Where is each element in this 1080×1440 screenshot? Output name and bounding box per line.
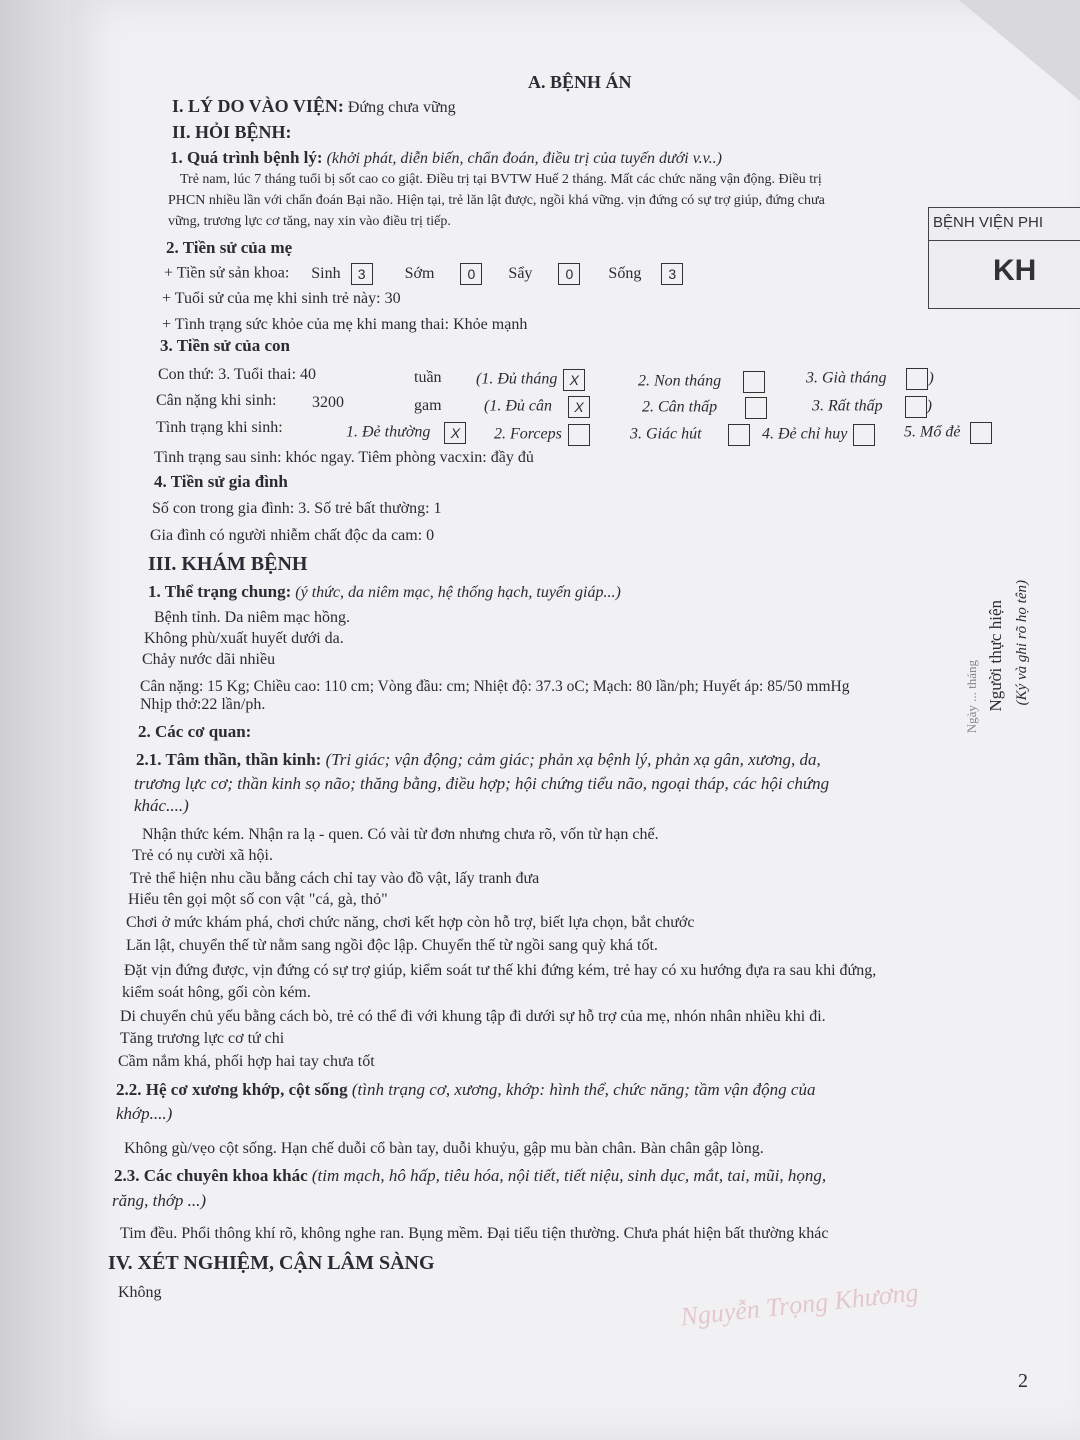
mother-history-title: 2. Tiền sử của mẹ [166, 238, 293, 257]
neuro-line-7: Đặt vịn đứng được, vịn đứng có sự trợ giúp, kiểm soát tư thế khi đứng kém, trẻ hay có xu hướng đựa ra sau khi đứng, [124, 962, 877, 979]
obstetric-label: + Tiền sử sản khoa: [164, 264, 290, 282]
musculoskeletal-hint-1: (tình trạng cơ, xương, khớp: hình thể, chức năng; tầm vận động của [351, 1080, 816, 1099]
disease-course-heading [170, 148, 722, 168]
respiration-line: Nhịp thở:22 lần/ph. [140, 696, 266, 713]
delivery-normal-box: X [444, 422, 466, 444]
gestation-post-term [806, 368, 934, 390]
general-status-hint: (ý thức, da niêm mạc, hệ thống hạch, tuyến giáp...) [295, 584, 621, 601]
stamp-divider [929, 240, 1080, 241]
weight-very-low-label: 3. Rất thấp [812, 397, 883, 415]
gestation-full-term [476, 369, 585, 391]
miscarriage-label: Sẩy [508, 264, 533, 282]
delivery-vacuum-box [728, 424, 750, 446]
miscarriage-box: 0 [558, 263, 580, 285]
other-specialties-heading [114, 1166, 826, 1186]
weight-normal [484, 396, 590, 418]
musculoskeletal-label: 2.2. Hệ cơ xương khớp, cột sống [116, 1080, 348, 1099]
births-box: 3 [351, 263, 373, 285]
date-label: Ngày ... tháng [964, 660, 979, 734]
weight-very-low-box [905, 396, 927, 418]
neuro-hint-3: khác....) [134, 796, 189, 815]
weight-normal-label: (1. Đủ cân [484, 397, 552, 415]
delivery-forceps-box [568, 424, 590, 446]
stamp-line-2: KH [993, 254, 1037, 287]
general-status-line-2: Không phù/xuất huyết dưới da. [144, 630, 344, 647]
neuro-line-4: Hiểu tên gọi một số con vật "cá, gà, thỏ" [128, 891, 388, 908]
births-label: Sinh [311, 264, 341, 282]
delivery-induced-box [853, 424, 875, 446]
weeks-label: tuần [414, 369, 442, 386]
living-label: Sống [608, 264, 642, 282]
delivery-status-label: Tình trạng khi sinh: [156, 419, 283, 436]
neuro-line-10: Tăng trương lực cơ tứ chi [120, 1030, 285, 1047]
living-box: 3 [661, 263, 683, 285]
organs-title: 2. Các cơ quan: [138, 722, 252, 741]
neuro-line-11: Cầm nắm khá, phối hợp hai tay chưa tốt [118, 1053, 375, 1070]
gestation-post-term-label: 3. Già tháng [806, 369, 887, 387]
neuro-hint-1: (Tri giác; vận động; cảm giác; phản xạ bệnh lý, phản xạ gân, xương, da, [325, 750, 821, 769]
preterm-box: 0 [460, 263, 482, 285]
performer-sign-hint: (Ký và ghi rõ họ tên) [1014, 580, 1030, 706]
neuro-line-5: Chơi ở mức khám phá, chơi chức năng, chơi kết hợp còn hỗ trợ, biết lựa chọn, bắt chước [126, 914, 695, 931]
other-specialties-hint-1: (tim mạch, hô hấp, tiêu hóa, nội tiết, tiết niệu, sinh dục, mắt, tai, mũi, họng, [311, 1166, 827, 1185]
paren-close: ) [928, 369, 934, 387]
disease-course-line-1: Trẻ nam, lúc 7 tháng tuổi bị sốt cao co giật. Điều trị tại BVTW Huế 2 tháng. Mất các chức năng vận động. Điều trị [180, 172, 822, 187]
gestation-full-term-box: X [563, 369, 585, 391]
child-history-title: 3. Tiền sử của con [160, 336, 291, 355]
delivery-cesarean-box [970, 422, 992, 444]
examination-title: III. KHÁM BỆNH [148, 553, 308, 575]
general-status-line-3: Chảy nước dãi nhiều [142, 651, 276, 668]
weight-very-low [812, 396, 932, 418]
delivery-cesarean-label: 5. Mổ đẻ [904, 423, 961, 441]
neuro-line-8: kiểm soát hông, gối còn kém. [122, 984, 311, 1001]
musculoskeletal-heading [116, 1080, 815, 1100]
paren-close-2: ) [926, 397, 932, 415]
weight-low [642, 397, 767, 419]
neuro-line-1: Nhận thức kém. Nhận ra lạ - quen. Có vài từ đơn nhưng chưa rõ, vốn từ hạn chế. [142, 826, 659, 843]
family-history-line-2: Gia đình có người nhiễm chất độc da cam: 0 [150, 527, 435, 544]
disease-course-hint: (khởi phát, diễn biến, chẩn đoán, điều trị của tuyến dưới v.v..) [326, 150, 722, 167]
reason-label: I. LÝ DO VÀO VIỆN: [172, 96, 344, 116]
signature: Nguyễn Trọng Khương [679, 1277, 920, 1332]
disease-course-line-3: vững, trương lực cơ tăng, nay xin vào điều trị tiếp. [168, 214, 451, 229]
delivery-cesarean [904, 422, 992, 444]
neuro-hint-2: trương lực cơ; thần kinh sọ não; thăng bằng, điều hợp; hội chứng tiểu não, ngoại tháp, các hội chứng [134, 774, 830, 793]
lab-tests-title: IV. XÉT NGHIỆM, CẬN LÂM SÀNG [108, 1252, 435, 1274]
hospital-stamp-box [928, 207, 1080, 309]
disease-course-label: 1. Quá trình bệnh lý: [170, 148, 323, 167]
weight-low-label: 2. Cân thấp [642, 398, 718, 416]
general-status-heading [148, 582, 621, 602]
mother-age: + Tuổi sử của mẹ khi sinh trẻ này: 30 [162, 290, 401, 307]
general-status-line-1: Bệnh tỉnh. Da niêm mạc hồng. [154, 609, 350, 626]
musculoskeletal-line-1: Không gù/vẹo cột sống. Hạn chế duỗi cổ bàn tay, duỗi khuỷu, gập mu bàn chân. Bàn chân gập lòng. [124, 1140, 764, 1157]
gestation-preterm-box [743, 371, 765, 393]
document-title: A. BỆNH ÁN [528, 72, 632, 92]
page-number: 2 [1018, 1370, 1028, 1392]
general-status-label: 1. Thể trạng chung: [148, 582, 292, 601]
neuro-line-3: Trẻ thể hiện nhu cầu bằng cách chỉ tay vào đồ vật, lấy tranh đưa [130, 870, 540, 887]
delivery-vacuum [630, 424, 750, 446]
birth-weight-label: Cân nặng khi sinh: [156, 392, 277, 409]
lab-tests-value: Không [118, 1284, 162, 1301]
preterm-label: Sớm [404, 264, 435, 282]
gestation-preterm [638, 371, 765, 393]
obstetric-history [164, 263, 683, 285]
delivery-induced [762, 424, 875, 446]
delivery-normal-label: 1. Đẻ thường [346, 423, 431, 441]
delivery-induced-label: 4. Đẻ chỉ huy [762, 425, 848, 443]
gestation-post-term-box [906, 368, 928, 390]
reason-value: Đứng chưa vững [347, 99, 456, 116]
neuro-line-9: Di chuyển chủ yếu bằng cách bò, trẻ có thể đi với khung tập đi dưới sự hỗ trợ của mẹ, nhón nhân nhiều khi đi. [120, 1008, 826, 1025]
postnatal-status: Tình trạng sau sinh: khóc ngay. Tiêm phòng vacxin: đầy đủ [154, 449, 534, 466]
neuro-label: 2.1. Tâm thần, thần kinh: [136, 750, 322, 769]
gram-label: gam [414, 397, 442, 414]
musculoskeletal-hint-2: khớp....) [116, 1104, 173, 1123]
disease-course-line-2: PHCN nhiều lần với chẩn đoán Bại não. Hiện tại, trẻ lăn lật được, ngồi khá vững. vịn đứng có sự trợ giúp, đứng chưa [168, 193, 825, 208]
family-history-title: 4. Tiền sử gia đình [154, 472, 288, 491]
delivery-forceps-label: 2. Forceps [494, 425, 562, 443]
delivery-normal [346, 422, 466, 444]
performer-label: Người thực hiện [986, 600, 1005, 712]
weight-normal-box: X [568, 396, 590, 418]
mother-health: + Tình trạng sức khỏe của mẹ khi mang thai: Khỏe mạnh [162, 316, 528, 333]
neuro-line-2: Trẻ có nụ cười xã hội. [132, 847, 273, 864]
weight-low-box [745, 397, 767, 419]
birth-order: Con thứ: 3. Tuổi thai: 40 [158, 366, 317, 383]
delivery-vacuum-label: 3. Giác hút [630, 425, 702, 443]
vital-signs-line: Cân nặng: 15 Kg; Chiều cao: 110 cm; Vòng đầu: cm; Nhiệt độ: 37.3 oC; Mạch: 80 lần/ph; Huyết áp: 85/50 mmHg [140, 678, 850, 695]
delivery-forceps [494, 424, 590, 446]
neuro-line-6: Lăn lật, chuyển thế từ nằm sang ngồi độc lập. Chuyển thế từ ngồi sang quỳ khá tốt. [126, 937, 658, 954]
reason-line [172, 96, 456, 117]
gestation-full-term-label: (1. Đủ tháng [476, 370, 558, 388]
history-title: II. HỎI BỆNH: [172, 122, 292, 142]
gestation-preterm-label: 2. Non tháng [638, 372, 722, 390]
other-specialties-label: 2.3. Các chuyên khoa khác [114, 1166, 308, 1185]
other-specialties-hint-2: răng, thớp ...) [112, 1191, 207, 1210]
neuro-heading [136, 750, 821, 770]
birth-weight-value: 3200 [312, 394, 344, 411]
stamp-line-1: BỆNH VIỆN PHI [933, 214, 1044, 231]
other-specialties-line-1: Tim đều. Phổi thông khí rõ, không nghe ran. Bụng mềm. Đại tiểu tiện thường. Chưa phát hiện bất thường khác [120, 1225, 829, 1242]
family-history-line-1: Số con trong gia đình: 3. Số trẻ bất thường: 1 [152, 500, 442, 517]
